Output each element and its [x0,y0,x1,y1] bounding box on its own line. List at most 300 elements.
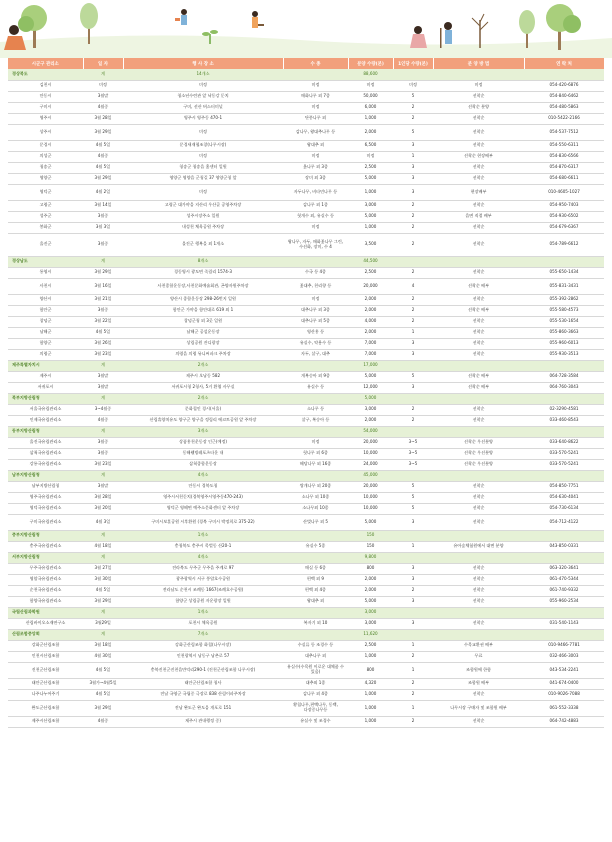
contact-cell [524,629,604,640]
location-cell: 제주시 관내행정 중) [123,716,283,727]
quantity-cell: 12,000 [348,382,393,393]
contact-cell: 033-570-5241 [524,459,604,470]
office-cell: 중부지방산림청 [8,530,83,541]
contact-cell: 054-550-6311 [524,140,604,151]
office-cell: 의령군 [8,349,83,360]
method-cell: 선착순 [433,113,524,124]
region-summary-row [8,426,604,437]
contact-cell: 054-830-6566 [524,151,604,162]
quantity-cell: 5,000 [348,596,393,607]
per-person-cell: 2 [393,651,433,662]
species-cell: 감나무, 왕대추나무 등 [283,124,348,140]
office-cell: 함양군 [8,338,83,349]
method-cell: 선착순 [433,338,524,349]
office-cell: 삼척국유림관리소 [8,448,83,459]
per-person-cell: 2 [393,102,433,113]
per-person-cell: 3 [393,563,433,574]
contact-cell: 064-760-3043 [524,382,604,393]
office-cell: 영암국유림관리소 [8,574,83,585]
office-cell: 구미국유림관리소 [8,514,83,530]
office-cell: 함안군 [8,305,83,316]
per-person-cell: 3 [393,618,433,629]
region-summary-row [8,256,604,267]
location-cell: 안동시 경북도청 [123,481,283,492]
method-cell [433,629,524,640]
species-cell: 대추나무 외 [283,651,348,662]
location-cell: 문경새재협조창(나무시장) [123,140,283,151]
contact-cell: 055-580-4573 [524,305,604,316]
contact-cell: 054-680-6611 [524,173,604,184]
location-cell: 전남 국영군 국립중 극장로 838 산림이파주차장 [123,689,283,700]
method-cell: 선착순 우선분양 [433,437,524,448]
contact-cell [524,426,604,437]
location-cell: 8개소 [123,256,283,267]
office-cell: 완도군산림조합 [8,700,83,716]
office-cell: 경상남도 [8,256,83,267]
quantity-cell: 10,000 [348,503,393,514]
quantity-cell: 5,000 [348,211,393,222]
table-row [8,162,604,173]
species-cell: 살구, 복숭아 등 [283,415,348,426]
method-cell: 선착순 [433,124,524,140]
date-cell: 3월 20일 [83,503,123,514]
method-cell [433,530,524,541]
species-cell: 자두, 살구, 대추 [283,349,348,360]
quantity-cell: 4,320 [348,678,393,689]
method-cell: 선착순 [433,200,524,211]
method-cell: 선착순 [433,294,524,305]
quantity-cell: 1,000 [348,689,393,700]
contact-cell: 055-960-2534 [524,596,604,607]
per-person-cell: 2 [393,113,433,124]
method-cell: 선착순 [433,327,524,338]
per-person-cell: 5 [393,124,433,140]
quantity-cell: 1,000 [348,651,393,662]
person-kneeling-icon [410,26,427,48]
tree-distribution-table [8,58,605,728]
location-cell: 1개소 [123,607,283,618]
species-cell: 미정 [283,437,348,448]
table-row [8,173,604,184]
table-row [8,492,604,503]
location-cell: 충북진천군진천읍만덕리290-1 (진천군산림조합 나무시장) [123,662,283,678]
per-person-cell [393,426,433,437]
location-cell: 3개소 [123,426,283,437]
location-cell: 동해웰빙레포츠타운 내 [123,448,283,459]
table-row [8,382,604,393]
per-person-cell: 1 [393,700,433,716]
contact-cell: 010-9466-7781 [524,640,604,651]
date-cell: 4월 2일 [83,184,123,200]
method-cell [433,607,524,618]
office-cell: 성주군 [8,211,83,222]
table-row [8,415,604,426]
species-cell: 미정 [283,222,348,233]
table-row [8,294,604,305]
quantity-cell: 150 [348,541,393,552]
contact-cell: 061-552-3338 [524,700,604,716]
contact-cell: 02-3290-4581 [524,404,604,415]
contact-cell: 055-650-1434 [524,267,604,278]
location-cell: 상림공원 잔디광장 [123,338,283,349]
species-cell: 유실수 및 조경수 [283,716,348,727]
quantity-cell: 1,000 [348,222,393,233]
quantity-cell: 17,000 [348,360,393,371]
office-cell: 제주시산림조합 [8,716,83,727]
per-person-cell [393,360,433,371]
date-cell: 3월 23일 [83,349,123,360]
method-cell: 유아숲체험원에서 대면 분양 [433,541,524,552]
location-cell: 4개소 [123,470,283,481]
office-cell: 김천시 [8,80,83,91]
date-cell: 3월 29일 [83,596,123,607]
method-cell: 현장배부 [433,184,524,200]
office-cell: 충주국유림관리소 [8,541,83,552]
table-row [8,662,604,678]
contact-cell: 054-480-5863 [524,102,604,113]
method-cell: 선착순 [433,91,524,102]
species-cell: 매화나무 외 7종 [283,91,348,102]
table-row [8,651,604,662]
per-person-cell: 3~5 [393,448,433,459]
method-cell: 선착순 우선분양 [433,448,524,459]
office-cell: 사천시 [8,278,83,294]
method-cell: 선착순 [433,233,524,256]
species-cell: 수국 등 4종 [283,267,348,278]
location-cell: 포천시 체육공원 [123,618,283,629]
quantity-cell: 3,000 [348,607,393,618]
quantity-cell: 5,000 [348,393,393,404]
per-person-cell: 2 [393,267,433,278]
location-cell: 미정 [123,184,283,200]
location-cell: 태안군산림조합 청사 [123,678,283,689]
date-cell: 계 [83,470,123,481]
office-cell: 서울국유림관리소 [8,404,83,415]
column-header: 분양 수량(본) [348,58,393,69]
location-cell: 삼척종합운동장 [123,459,283,470]
quantity-cell: 24,000 [348,459,393,470]
office-cell: 봉화군 [8,222,83,233]
location-cell: 사천종합운동장,사천문화예술회관, 곤양자원주차장 [123,278,283,294]
date-cell: 계 [83,360,123,371]
method-cell: 선착순 [433,140,524,151]
per-person-cell: 1 [393,151,433,162]
quantity-cell: 150 [348,530,393,541]
table-row [8,151,604,162]
quantity-cell: 800 [348,563,393,574]
method-cell: 선착순 [433,267,524,278]
contact-cell: 055-530-1654 [524,316,604,327]
per-person-cell: 3 [393,162,433,173]
location-cell: 서귀포시청 2청사, 5거 환엽 사무실 [123,382,283,393]
quantity-cell: 6,000 [348,102,393,113]
contact-cell: 055-930-3513 [524,349,604,360]
per-person-cell: 3 [393,173,433,184]
date-cell: 4월 5일 [83,162,123,173]
office-cell: 인천시산림조합 [8,651,83,662]
location-cell: 구미, 선산 버스터미널 [123,102,283,113]
date-cell: 미정 [83,80,123,91]
method-cell: 선착순 [433,481,524,492]
per-person-cell: 2 [393,200,433,211]
per-person-cell [393,552,433,563]
method-cell: 선착순 [433,349,524,360]
per-person-cell: 2 [393,233,433,256]
date-cell: 계 [83,426,123,437]
table-row [8,124,604,140]
quantity-cell: 미정 [348,80,393,91]
species-cell: 유실수 등 [283,382,348,393]
header-illustration [0,0,612,58]
date-cell: 3월 22일 [83,316,123,327]
contact-cell: 010-5422-2166 [524,113,604,124]
species-cell: 대추나무 외 3종 [283,305,348,316]
office-cell: 울진국유림관리소 [8,437,83,448]
contact-cell [524,530,604,541]
per-person-cell: 3~5 [393,459,433,470]
office-cell: 나주나누어주기 [8,689,83,700]
method-cell: 선착순 배부 [433,382,524,393]
column-header: 1인당 수량(본) [393,58,433,69]
location-cell: 미정 [123,124,283,140]
office-cell: 강화군산림조합 [8,640,83,651]
method-cell: 선착순 [433,514,524,530]
per-person-cell: 3 [393,514,433,530]
species-cell [283,629,348,640]
per-person-cell: 3~5 [393,437,433,448]
method-cell: 선착순 [433,716,524,727]
method-cell: 선착순 [433,492,524,503]
quantity-cell: 3,500 [348,233,393,256]
per-person-cell: 5 [393,371,433,382]
date-cell: 3월 21일 [83,294,123,305]
contact-cell [524,470,604,481]
location-cell: 전라북도 무주군 무주읍 주계로 97 [123,563,283,574]
quantity-cell: 1,000 [348,113,393,124]
per-person-cell [393,256,433,267]
species-cell: 왕나무, 자두, 매화꽃나무 그린,수선화, 장미, 수 4 [283,233,348,256]
location-cell: 4개소 [123,552,283,563]
date-cell: 3월중 [83,305,123,316]
per-person-cell: 1 [393,541,433,552]
location-cell: 14개소 [123,69,283,80]
per-person-cell: 5 [393,481,433,492]
table-row [8,338,604,349]
species-cell: 단풍나무 외 [283,113,348,124]
contact-cell: 055-392-2862 [524,294,604,305]
office-cell: 고령군 [8,200,83,211]
species-cell: 해당나무 외 16종 [283,459,348,470]
species-cell: 복자기 외 10 [283,618,348,629]
column-header: 시군구 관리소 [8,58,83,69]
contact-cell: 054-950-7403 [524,200,604,211]
quantity-cell: 7,000 [348,338,393,349]
quantity-cell: 50,000 [348,91,393,102]
location-cell: 7개소 [123,629,283,640]
date-cell: 3월 23일 [83,459,123,470]
date-cell: 4월 5일 [83,585,123,596]
table-header-row [8,58,604,69]
region-summary-row [8,552,604,563]
species-cell [283,360,348,371]
date-cell: 3월 18일 [83,640,123,651]
per-person-cell: 3 [393,574,433,585]
location-cell: 1개소 [123,530,283,541]
table-row [8,349,604,360]
office-cell: 의성군 [8,151,83,162]
contact-cell [524,552,604,563]
office-cell: 청송군 [8,162,83,173]
office-cell: 태안군산림조합 [8,678,83,689]
per-person-cell: 3 [393,140,433,151]
office-cell: 영덕군 [8,184,83,200]
contact-cell [524,256,604,267]
date-cell: 계 [83,530,123,541]
office-cell: 양산시 [8,294,83,305]
column-header: 수 종 [283,58,348,69]
office-cell: 남부지방산림청 [8,470,83,481]
office-cell: 국립산림과학원 [8,607,83,618]
method-cell: 수목교환권 배부 [433,640,524,651]
species-cell: 왕대추 외 [283,140,348,151]
method-cell: 선착순 [433,618,524,629]
species-cell: 매실 등 6종 [283,563,348,574]
table-row [8,140,604,151]
table-row [8,618,604,629]
contact-cell: 055-960-6013 [524,338,604,349]
species-cell: 감나무 외 1종 [283,200,348,211]
species-cell [283,470,348,481]
quantity-cell: 9,800 [348,552,393,563]
species-cell: 황칠나무,편백나무, 동백,다장중나무등 [283,700,348,716]
date-cell: 3월 26일 [83,338,123,349]
office-cell: 영주국유림관리소 [8,492,83,503]
location-cell: 청송군 청송읍 홈센터 일원 [123,162,283,173]
region-summary-row [8,393,604,404]
table-row [8,113,604,124]
location-cell: 문화철인 경시(서울) [123,404,283,415]
quantity-cell: 44,500 [348,256,393,267]
location-cell: 성주시장주소 일원 [123,211,283,222]
quantity-cell: 3,000 [348,404,393,415]
quantity-cell: 2,000 [348,327,393,338]
office-cell: 함양국유림관리소 [8,596,83,607]
quantity-cell: 2,500 [348,640,393,651]
region-summary-row [8,607,604,618]
date-cell: 4월중 [83,716,123,727]
per-person-cell: 2 [393,294,433,305]
date-cell: 3월 3일 [83,222,123,233]
method-cell: 선착순 배부 [433,371,524,382]
location-cell: 영주시 영주동 470-1 [123,113,283,124]
table-row [8,267,604,278]
table-row [8,689,604,700]
quantity-cell: 2,000 [348,415,393,426]
contact-cell: 061-740-9332 [524,585,604,596]
per-person-cell: 2 [393,716,433,727]
species-cell: 헛개수 외, 유실수 등 [283,211,348,222]
species-cell: 감나무 외 4종 [283,689,348,700]
table-row [8,700,604,716]
date-cell: 3월 30일 [83,574,123,585]
table-row [8,222,604,233]
location-cell: 광주광역시 서구 풍암호수공원 [123,574,283,585]
contact-cell: 043-534-2241 [524,662,604,678]
method-cell [433,470,524,481]
contact-cell: 010-9026-7088 [524,689,604,700]
method-cell: 선착순 배부 [433,278,524,294]
office-cell: 안동시 [8,91,83,102]
date-cell: 3월중 [83,448,123,459]
method-cell: 나무시장 구매자 및 조합원 배부 [433,700,524,716]
region-summary-row [8,360,604,371]
office-cell: 남부지방산림청 [8,481,83,492]
quantity-cell: 1,000 [348,184,393,200]
per-person-cell [393,393,433,404]
species-cell: 소나무 외 10종 [283,492,348,503]
table-row [8,184,604,200]
quantity-cell: 20,000 [348,437,393,448]
contact-cell: 061-470-5344 [524,574,604,585]
person-watering-icon [175,9,187,25]
table-row [8,278,604,294]
quantity-cell: 3,000 [348,200,393,211]
contact-cell: 054-537-7512 [524,124,604,140]
species-cell: 자두나무, 비타민나무 등 [283,184,348,200]
date-cell: 3월중 [83,211,123,222]
quantity-cell: 5,000 [348,173,393,184]
species-cell: 미정 [283,102,348,113]
species-cell: 미정 [283,151,348,162]
table-row [8,514,604,530]
contact-cell: 054-789-6612 [524,233,604,256]
contact-cell: 031-540-1143 [524,618,604,629]
table-row [8,481,604,492]
method-cell [433,256,524,267]
contact-cell: 033-570-5241 [524,448,604,459]
table-row [8,327,604,338]
office-cell: 산림바이오소재연구소 [8,618,83,629]
date-cell: 3월 27일 [83,563,123,574]
date-cell: 4월중 [83,102,123,113]
contact-cell: 054-420-6876 [524,80,604,91]
location-cell: 함안군 가야읍 함안대로 619 외 1 [123,305,283,316]
per-person-cell: 미정 [393,80,433,91]
quantity-cell: 4,000 [348,316,393,327]
method-cell: 선착순 [433,415,524,426]
location-cell: 남해군 공설운동장 [123,327,283,338]
office-cell: 남해군 [8,327,83,338]
contact-cell: 064-728-3584 [524,371,604,382]
per-person-cell: 2 [393,404,433,415]
species-cell: 편백 외 4종 [283,585,348,596]
person-planting-icon [252,11,264,28]
location-cell: 함양군 상림공원 자운광장 일원 [123,596,283,607]
column-header: 행 사 장 소 [123,58,283,69]
office-cell: 통영시 [8,267,83,278]
method-cell: 선착순 [433,596,524,607]
location-cell: 전라남도 순천시 조례동 1667(조례호수공원) [123,585,283,596]
table-row [8,574,604,585]
per-person-cell [393,470,433,481]
method-cell: 선착순 현장배부 [433,151,524,162]
quantity-cell: 미정 [348,151,393,162]
date-cell: 3월말 [83,481,123,492]
location-cell: 상품홍천운동장 인근(예정) [123,437,283,448]
per-person-cell: 2 [393,305,433,316]
office-cell: 무주국유림관리소 [8,563,83,574]
location-cell: 창녕군청 외 3곳 일원 [123,316,283,327]
